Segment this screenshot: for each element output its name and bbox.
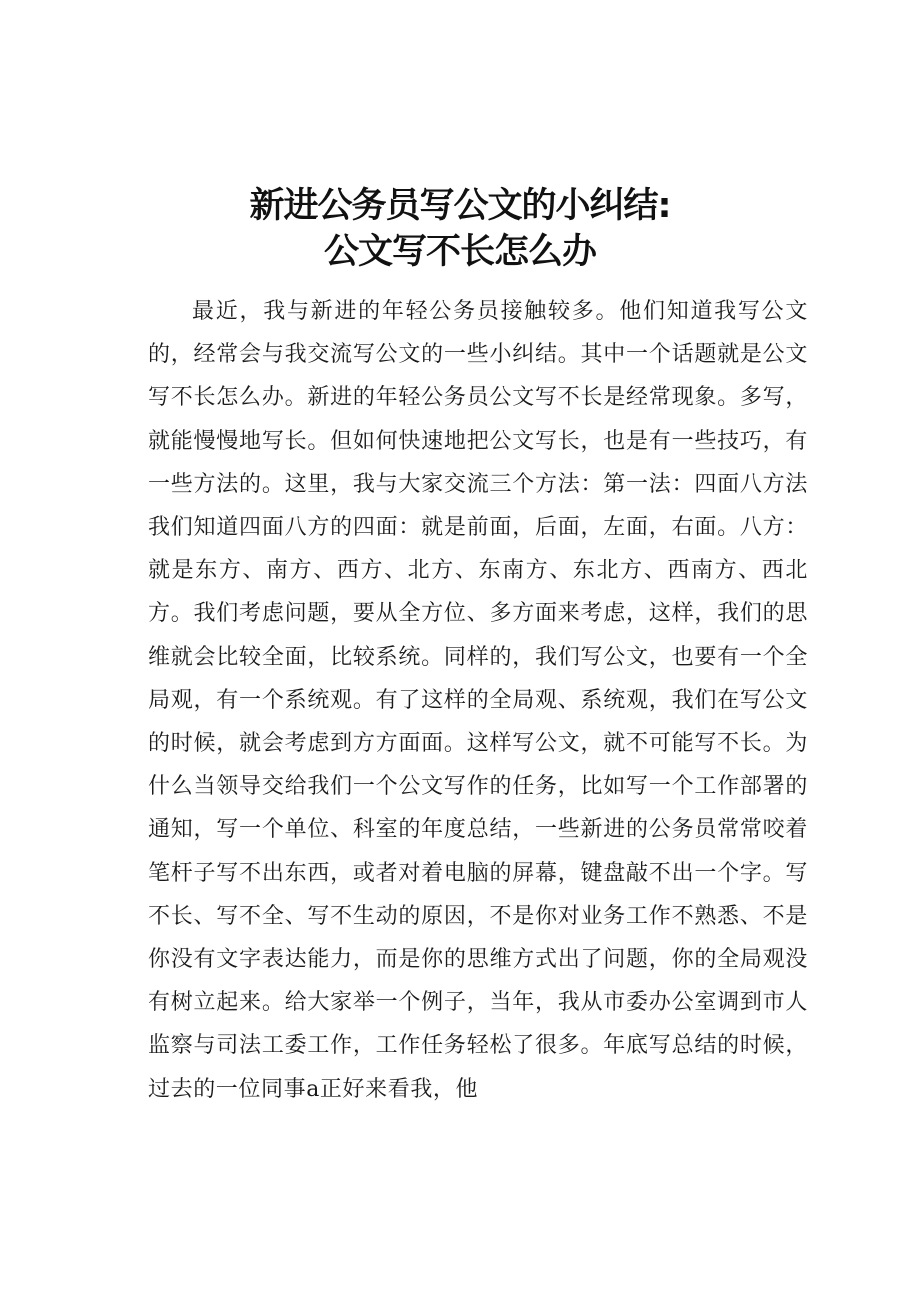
title-line-1: 新进公务员写公文的小纠结: bbox=[249, 186, 671, 227]
title-line-2: 公文写不长怎么办 bbox=[323, 232, 596, 273]
document-title bbox=[0, 183, 920, 275]
body-paragraph: 最近，我与新进的年轻公务员接触较多。他们知道我写公文的，经常会与我交流写公文的一些小纠结。其中一个话题就是公文写不长怎么办。新进的年轻公务员公文写不长是经常现象。多写，就能慢慢地写长。但如何快速地把公文写长，也是有一些技巧，有一些方法的。这里，我与大家交流三个方法：第一法：四面八方法我们知道四面八方的四面：就是前面，后面，左面，右面。八方：就是东方、南方、西方、北方、东南方、东北方、西南方、西北方。我们考虑问题，要从全方位、多方面来考虑，这样，我们的思维就会比较全面，比较系统。同样的，我们写公文，也要有一个全局观，有一个系统观。有了这样的全局观、系统观，我们在写公文的时候，就会考虑到方方面面。这样写公文，就不可能写不长。为什么当领导交给我们一个公文写作的任务，比如写一个工作部署的通知，写一个单位、科室的年度总结，一些新进的公务员常常咬着笔杆子写不出东西，或者对着电脑的屏幕，键盘敲不出一个字。写不长、写不全、写不生动的原因，不是你对业务工作不熟悉、不是你没有文字表达能力，而是你的思维方式出了问题，你的全局观没有树立起来。给大家举一个例子，当年，我从市委办公室调到市人监察与司法工委工作，工作任务轻松了很多。年底写总结的时候，过去的一位同事a正好来看我，他 bbox=[148, 299, 808, 1102]
